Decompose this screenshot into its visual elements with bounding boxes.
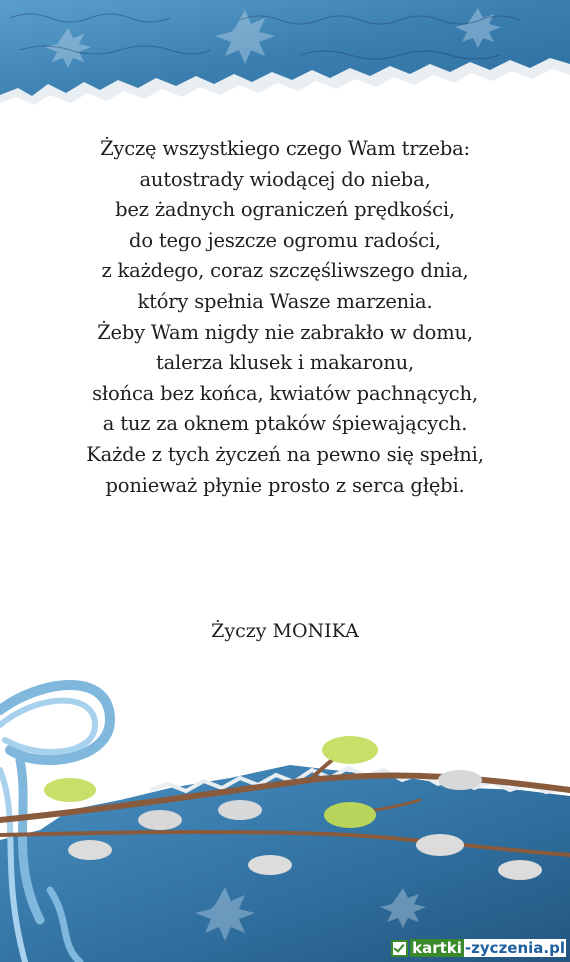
poem-line: autostrady wiodącej do nieba,: [139, 167, 431, 191]
poem-line: do tego jeszcze ogromu radości,: [129, 228, 441, 252]
top-blue-torn-paper: [0, 0, 570, 125]
poem-line: talerza klusek i makaronu,: [155, 351, 414, 375]
watermark-part-2: -zyczenia.pl: [464, 939, 565, 957]
poem-line: który spełnia Wasze marzenia.: [137, 289, 433, 313]
poem-line: Żeby Wam nigdy nie zabrakło w domu,: [97, 320, 473, 344]
poem-line: ponieważ płynie prosto z serca głębi.: [105, 473, 465, 497]
check-icon: [391, 940, 408, 957]
watermark-link[interactable]: [391, 937, 566, 959]
watermark-part-1: kartki: [412, 939, 462, 957]
bottom-decoration: [0, 660, 570, 962]
poem-line: a tuz za oknem ptaków śpiewających.: [102, 412, 468, 436]
poem-line: Każde z tych życzeń na pewno się spełni,: [86, 442, 484, 466]
poem-line: słońca bez końca, kwiatów pachnących,: [92, 381, 478, 405]
poem-line: Życzę wszystkiego czego Wam trzeba:: [100, 137, 470, 160]
poem-line: bez żadnych ograniczeń prędkości,: [115, 198, 455, 222]
poem-line: z każdego, coraz szczęśliwszego dnia,: [101, 259, 469, 283]
signature: Życzy MONIKA: [211, 620, 359, 642]
poem-text: [0, 134, 570, 501]
